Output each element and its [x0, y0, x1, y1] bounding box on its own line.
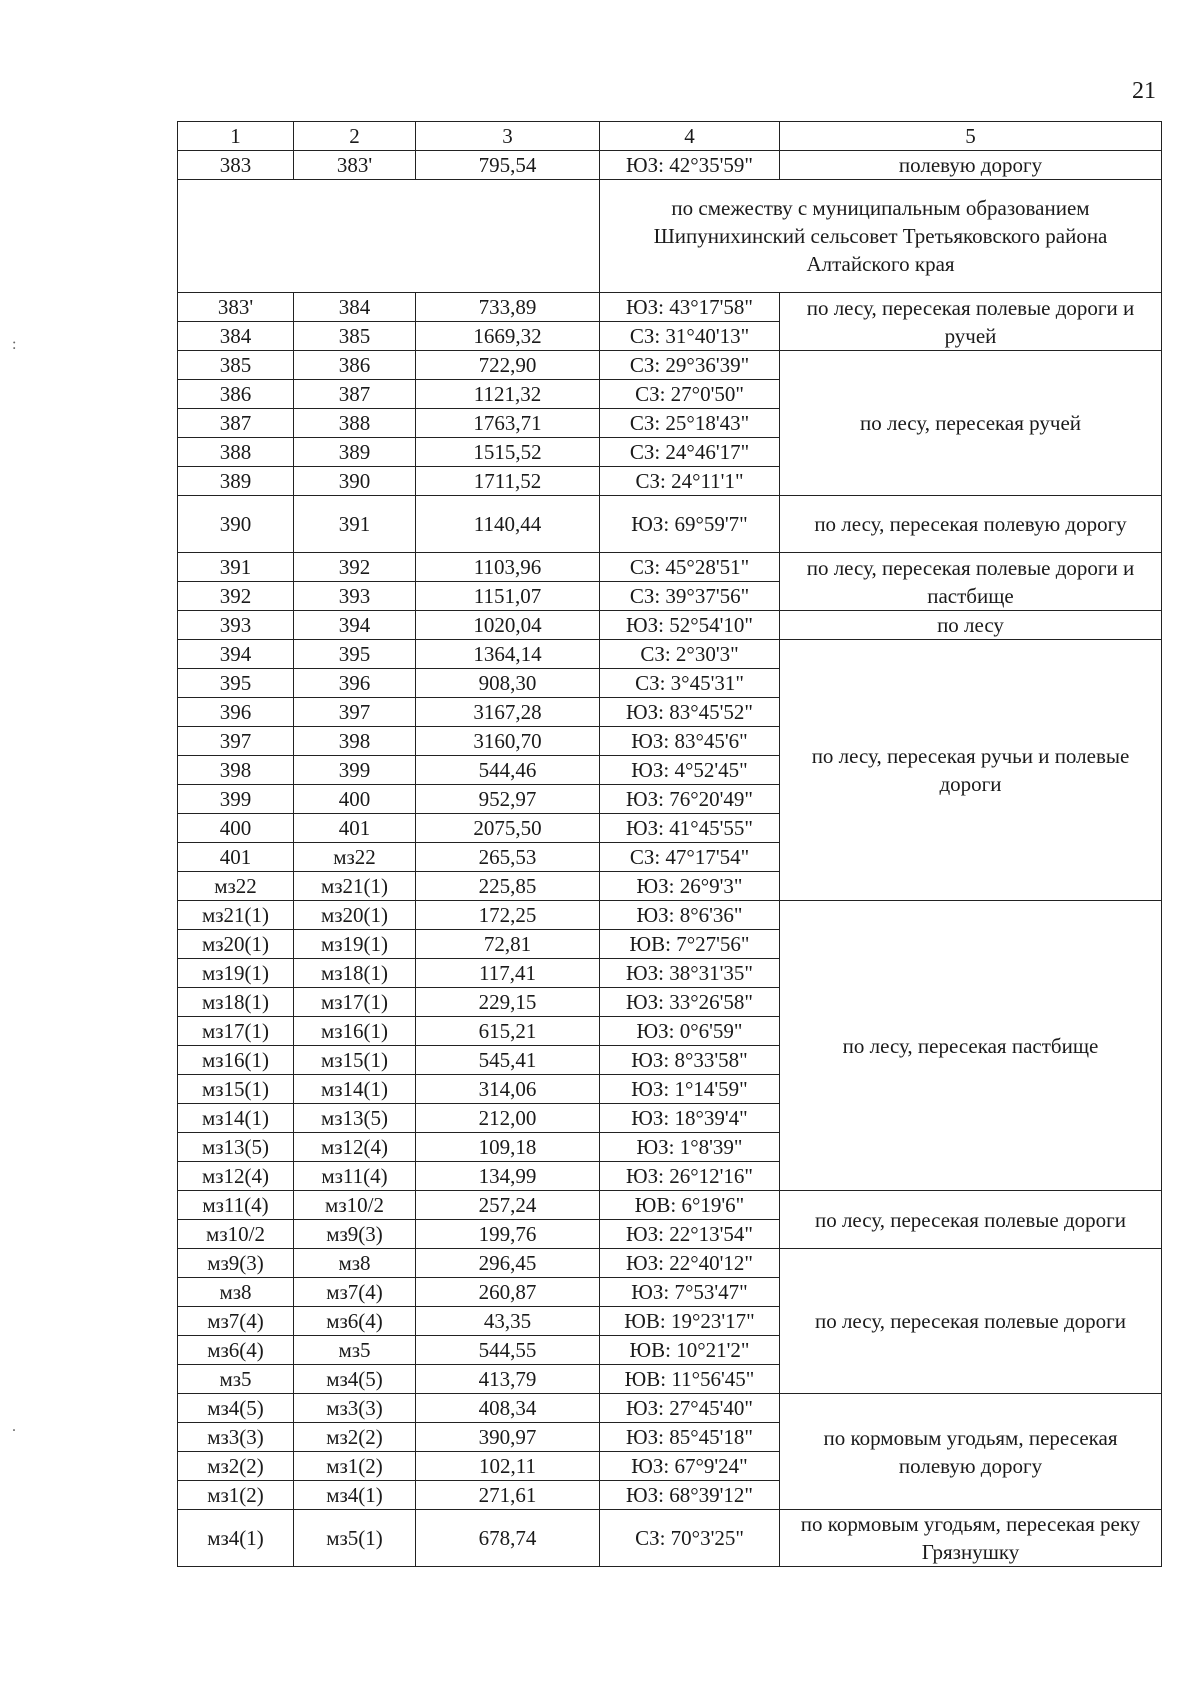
from-point: 393	[178, 611, 294, 640]
length-value: 413,79	[416, 1365, 600, 1394]
to-point: мз21(1)	[294, 872, 416, 901]
neighbour-boundary-note: по смежеству с муниципальным образованием Шипунихинский сельсовет Третьяковского района Алтайского края	[600, 180, 1162, 293]
from-point: 385	[178, 351, 294, 380]
length-value: 1669,32	[416, 322, 600, 351]
header-cell: 4	[600, 122, 780, 151]
to-point: мз17(1)	[294, 988, 416, 1017]
bearing-value: СЗ: 24°46'17"	[600, 438, 780, 467]
from-point: мз2(2)	[178, 1452, 294, 1481]
bearing-value: ЮЗ: 8°6'36"	[600, 901, 780, 930]
length-value: 72,81	[416, 930, 600, 959]
bearing-value: ЮВ: 6°19'6"	[600, 1191, 780, 1220]
from-point: 386	[178, 380, 294, 409]
page-number: 21	[1132, 78, 1156, 104]
from-point: 401	[178, 843, 294, 872]
bearing-value: ЮЗ: 4°52'45"	[600, 756, 780, 785]
bearing-value: СЗ: 29°36'39"	[600, 351, 780, 380]
length-value: 1140,44	[416, 496, 600, 553]
bearing-value: ЮЗ: 69°59'7"	[600, 496, 780, 553]
route-description: по лесу, пересекая ручьи и полевые дороги	[780, 640, 1162, 901]
bearing-value: СЗ: 31°40'13"	[600, 322, 780, 351]
bearing-value: ЮЗ: 42°35'59"	[600, 151, 780, 180]
length-value: 102,11	[416, 1452, 600, 1481]
bearing-value: ЮЗ: 1°8'39"	[600, 1133, 780, 1162]
length-value: 314,06	[416, 1075, 600, 1104]
bearing-value: ЮЗ: 83°45'6"	[600, 727, 780, 756]
route-description: по лесу, пересекая ручей	[780, 351, 1162, 496]
to-point: мз4(1)	[294, 1481, 416, 1510]
table-row	[178, 151, 1162, 180]
table-row	[178, 1394, 1162, 1423]
length-value: 1103,96	[416, 553, 600, 582]
table-row	[178, 351, 1162, 380]
length-value: 390,97	[416, 1423, 600, 1452]
length-value: 1763,71	[416, 409, 600, 438]
bearing-value: СЗ: 47°17'54"	[600, 843, 780, 872]
from-point: 388	[178, 438, 294, 467]
length-value: 952,97	[416, 785, 600, 814]
from-point: мз4(5)	[178, 1394, 294, 1423]
from-point: мз10/2	[178, 1220, 294, 1249]
to-point: 397	[294, 698, 416, 727]
from-point: мз9(3)	[178, 1249, 294, 1278]
from-point: мз5	[178, 1365, 294, 1394]
bearing-value: СЗ: 24°11'1"	[600, 467, 780, 496]
length-value: 733,89	[416, 293, 600, 322]
length-value: 134,99	[416, 1162, 600, 1191]
from-point: 387	[178, 409, 294, 438]
from-point: мз6(4)	[178, 1336, 294, 1365]
from-point: мз13(5)	[178, 1133, 294, 1162]
route-description: по лесу	[780, 611, 1162, 640]
from-point: 390	[178, 496, 294, 553]
to-point: мз16(1)	[294, 1017, 416, 1046]
length-value: 212,00	[416, 1104, 600, 1133]
length-value: 225,85	[416, 872, 600, 901]
to-point: 389	[294, 438, 416, 467]
to-point: мз18(1)	[294, 959, 416, 988]
to-point: мз3(3)	[294, 1394, 416, 1423]
length-value: 1020,04	[416, 611, 600, 640]
table-row	[178, 1249, 1162, 1278]
bearing-value: ЮЗ: 8°33'58"	[600, 1046, 780, 1075]
from-point: мз18(1)	[178, 988, 294, 1017]
length-value: 117,41	[416, 959, 600, 988]
length-value: 172,25	[416, 901, 600, 930]
length-value: 1711,52	[416, 467, 600, 496]
to-point: мз14(1)	[294, 1075, 416, 1104]
from-point: 400	[178, 814, 294, 843]
from-point: 389	[178, 467, 294, 496]
bearing-value: ЮЗ: 33°26'58"	[600, 988, 780, 1017]
to-point: 391	[294, 496, 416, 553]
length-value: 545,41	[416, 1046, 600, 1075]
bearing-value: ЮЗ: 1°14'59"	[600, 1075, 780, 1104]
empty-merged-cell	[178, 180, 600, 293]
bearing-value: ЮЗ: 26°9'3"	[600, 872, 780, 901]
length-value: 544,55	[416, 1336, 600, 1365]
scan-speck: .	[12, 1418, 16, 1435]
from-point: мз1(2)	[178, 1481, 294, 1510]
bearing-value: ЮЗ: 38°31'35"	[600, 959, 780, 988]
from-point: мз22	[178, 872, 294, 901]
route-description: полевую дорогу	[780, 151, 1162, 180]
from-point: мз4(1)	[178, 1510, 294, 1567]
header-cell: 1	[178, 122, 294, 151]
bearing-value: ЮЗ: 22°40'12"	[600, 1249, 780, 1278]
bearing-value: СЗ: 45°28'51"	[600, 553, 780, 582]
to-point: 401	[294, 814, 416, 843]
to-point: мз9(3)	[294, 1220, 416, 1249]
length-value: 265,53	[416, 843, 600, 872]
from-point: мз11(4)	[178, 1191, 294, 1220]
length-value: 544,46	[416, 756, 600, 785]
bearing-value: ЮЗ: 67°9'24"	[600, 1452, 780, 1481]
from-point: 383'	[178, 293, 294, 322]
from-point: 392	[178, 582, 294, 611]
from-point: 395	[178, 669, 294, 698]
table-row	[178, 640, 1162, 669]
bearing-value: ЮЗ: 76°20'49"	[600, 785, 780, 814]
table-row	[178, 901, 1162, 930]
from-point: 383	[178, 151, 294, 180]
length-value: 908,30	[416, 669, 600, 698]
bearing-value: ЮЗ: 68°39'12"	[600, 1481, 780, 1510]
length-value: 795,54	[416, 151, 600, 180]
route-description: по лесу, пересекая полевую дорогу	[780, 496, 1162, 553]
length-value: 3167,28	[416, 698, 600, 727]
bearing-value: СЗ: 3°45'31"	[600, 669, 780, 698]
to-point: 384	[294, 293, 416, 322]
to-point: 396	[294, 669, 416, 698]
bearing-value: ЮЗ: 85°45'18"	[600, 1423, 780, 1452]
route-description: по кормовым угодьям, пересекая реку Грязнушку	[780, 1510, 1162, 1567]
to-point: 388	[294, 409, 416, 438]
from-point: 396	[178, 698, 294, 727]
length-value: 271,61	[416, 1481, 600, 1510]
header-cell: 2	[294, 122, 416, 151]
bearing-value: ЮЗ: 83°45'52"	[600, 698, 780, 727]
from-point: мз3(3)	[178, 1423, 294, 1452]
to-point: мз11(4)	[294, 1162, 416, 1191]
from-point: мз8	[178, 1278, 294, 1307]
bearing-value: ЮЗ: 7°53'47"	[600, 1278, 780, 1307]
route-description: по лесу, пересекая полевые дороги	[780, 1249, 1162, 1394]
to-point: 395	[294, 640, 416, 669]
to-point: мз13(5)	[294, 1104, 416, 1133]
boundary-table	[177, 121, 1162, 1567]
length-value: 296,45	[416, 1249, 600, 1278]
scan-speck: :	[12, 336, 17, 353]
header-row	[178, 122, 1162, 151]
from-point: 398	[178, 756, 294, 785]
to-point: мз1(2)	[294, 1452, 416, 1481]
bearing-value: ЮЗ: 22°13'54"	[600, 1220, 780, 1249]
bearing-value: ЮВ: 19°23'17"	[600, 1307, 780, 1336]
bearing-value: ЮЗ: 52°54'10"	[600, 611, 780, 640]
to-point: мз2(2)	[294, 1423, 416, 1452]
from-point: мз19(1)	[178, 959, 294, 988]
from-point: мз16(1)	[178, 1046, 294, 1075]
from-point: 384	[178, 322, 294, 351]
to-point: 383'	[294, 151, 416, 180]
bearing-value: СЗ: 27°0'50"	[600, 380, 780, 409]
route-description: по лесу, пересекая полевые дороги	[780, 1191, 1162, 1249]
bearing-value: ЮЗ: 26°12'16"	[600, 1162, 780, 1191]
to-point: 400	[294, 785, 416, 814]
to-point: 394	[294, 611, 416, 640]
to-point: мз8	[294, 1249, 416, 1278]
bearing-value: ЮВ: 11°56'45"	[600, 1365, 780, 1394]
from-point: мз20(1)	[178, 930, 294, 959]
length-value: 1515,52	[416, 438, 600, 467]
length-value: 615,21	[416, 1017, 600, 1046]
from-point: 394	[178, 640, 294, 669]
from-point: мз12(4)	[178, 1162, 294, 1191]
to-point: мз22	[294, 843, 416, 872]
length-value: 1364,14	[416, 640, 600, 669]
table-row	[178, 496, 1162, 553]
length-value: 408,34	[416, 1394, 600, 1423]
length-value: 260,87	[416, 1278, 600, 1307]
route-description: по лесу, пересекая полевые дороги и пастбище	[780, 553, 1162, 611]
from-point: 397	[178, 727, 294, 756]
table-row	[178, 293, 1162, 322]
length-value: 2075,50	[416, 814, 600, 843]
route-description: по кормовым угодьям, пересекая полевую дорогу	[780, 1394, 1162, 1510]
length-value: 1151,07	[416, 582, 600, 611]
route-description: по лесу, пересекая пастбище	[780, 901, 1162, 1191]
from-point: мз14(1)	[178, 1104, 294, 1133]
from-point: 391	[178, 553, 294, 582]
length-value: 43,35	[416, 1307, 600, 1336]
to-point: мз15(1)	[294, 1046, 416, 1075]
header-cell: 5	[780, 122, 1162, 151]
bearing-value: ЮЗ: 18°39'4"	[600, 1104, 780, 1133]
from-point: мз21(1)	[178, 901, 294, 930]
bearing-value: СЗ: 2°30'3"	[600, 640, 780, 669]
table-row	[178, 1510, 1162, 1567]
bearing-value: ЮЗ: 27°45'40"	[600, 1394, 780, 1423]
to-point: мз10/2	[294, 1191, 416, 1220]
bearing-value: СЗ: 39°37'56"	[600, 582, 780, 611]
length-value: 3160,70	[416, 727, 600, 756]
bearing-value: ЮВ: 7°27'56"	[600, 930, 780, 959]
header-cell: 3	[416, 122, 600, 151]
to-point: 390	[294, 467, 416, 496]
table-row	[178, 611, 1162, 640]
length-value: 229,15	[416, 988, 600, 1017]
bearing-value: СЗ: 25°18'43"	[600, 409, 780, 438]
to-point: 387	[294, 380, 416, 409]
from-point: мз15(1)	[178, 1075, 294, 1104]
from-point: 399	[178, 785, 294, 814]
to-point: мз4(5)	[294, 1365, 416, 1394]
length-value: 1121,32	[416, 380, 600, 409]
to-point: мз12(4)	[294, 1133, 416, 1162]
from-point: мз7(4)	[178, 1307, 294, 1336]
bearing-value: ЮЗ: 41°45'55"	[600, 814, 780, 843]
to-point: мз19(1)	[294, 930, 416, 959]
bearing-value: ЮЗ: 0°6'59"	[600, 1017, 780, 1046]
bearing-value: ЮВ: 10°21'2"	[600, 1336, 780, 1365]
length-value: 109,18	[416, 1133, 600, 1162]
bearing-value: СЗ: 70°3'25"	[600, 1510, 780, 1567]
to-point: мз6(4)	[294, 1307, 416, 1336]
to-point: 399	[294, 756, 416, 785]
to-point: 386	[294, 351, 416, 380]
length-value: 257,24	[416, 1191, 600, 1220]
to-point: 393	[294, 582, 416, 611]
bearing-value: ЮЗ: 43°17'58"	[600, 293, 780, 322]
route-description: по лесу, пересекая полевые дороги и ручей	[780, 293, 1162, 351]
table-row	[178, 1191, 1162, 1220]
length-value: 199,76	[416, 1220, 600, 1249]
length-value: 722,90	[416, 351, 600, 380]
to-point: мз20(1)	[294, 901, 416, 930]
spanning-note-row	[178, 180, 1162, 293]
to-point: мз7(4)	[294, 1278, 416, 1307]
to-point: 398	[294, 727, 416, 756]
to-point: 392	[294, 553, 416, 582]
table-row	[178, 553, 1162, 582]
from-point: мз17(1)	[178, 1017, 294, 1046]
to-point: 385	[294, 322, 416, 351]
length-value: 678,74	[416, 1510, 600, 1567]
to-point: мз5(1)	[294, 1510, 416, 1567]
to-point: мз5	[294, 1336, 416, 1365]
